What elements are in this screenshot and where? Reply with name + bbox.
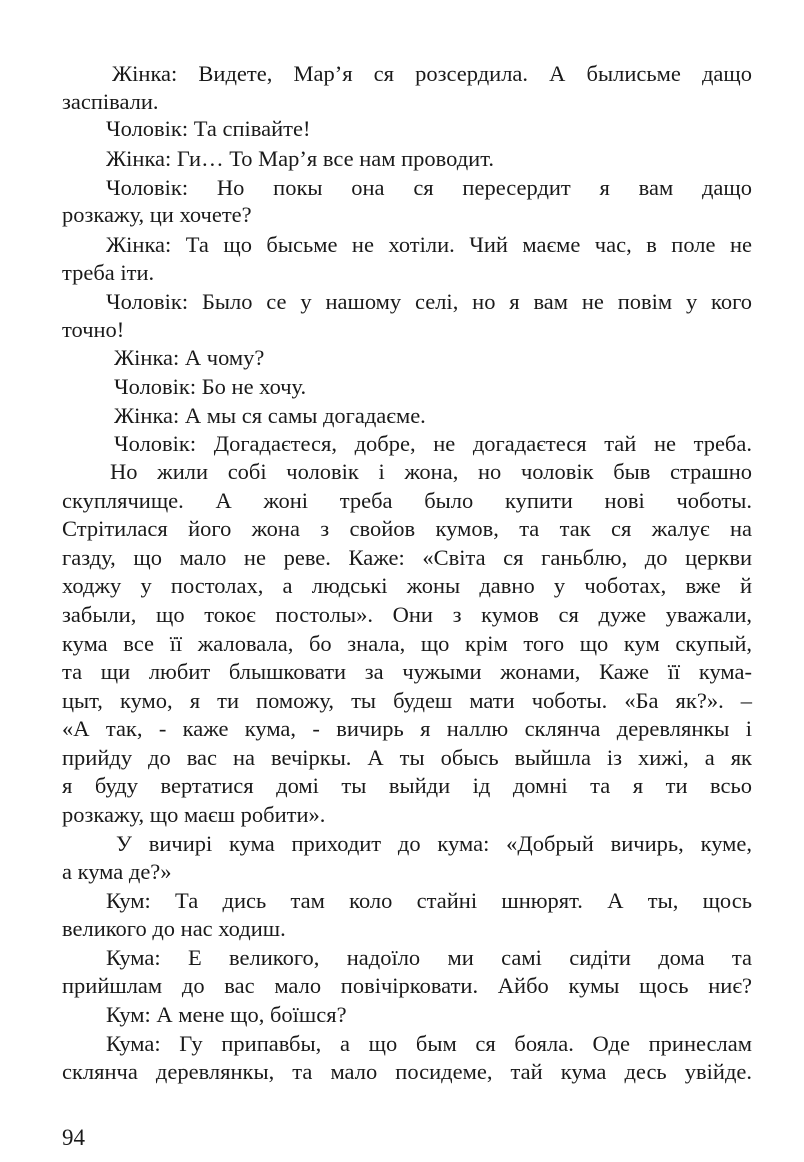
text-line: Чоловік: Бо не хочу.: [114, 374, 307, 399]
text-line: Кума: Гу припавбы, а що бым ся бояла. Оде принеслам: [106, 1031, 752, 1056]
text-line: ходжу у постолах, а людські жоны давно у чоботах, вже й: [62, 573, 752, 598]
text-line: Чоловік: Но покы она ся пересердит я вам дащо: [106, 175, 752, 200]
text-line: Жінка: Видете, Мар’я ся розсердила. А былисьме дащо: [112, 61, 752, 86]
text-line: розкажу, ци хочете?: [62, 202, 252, 227]
text-line: скуплячище. А жоні треба было купити нові чоботы.: [62, 488, 752, 513]
text-line: кума все її жаловала, бо знала, що крім того що кум скупый,: [62, 631, 752, 656]
text-line: треба іти.: [62, 260, 155, 285]
text-line: Но жили собі чоловік і жона, но чоловік быв страшно: [110, 459, 752, 484]
text-line: У вичирі кума приходит до кума: «Добрый вичирь, куме,: [116, 831, 752, 856]
text-line: Кум: Та дись там коло стайні шнюрят. А ты, щось: [106, 888, 752, 913]
text-line: Чоловік: Догадаєтеся, добре, не догадаєтеся тай не треба.: [114, 431, 752, 456]
text-line: «А так, - каже кума, - вичирь я наллю склянча деревлянкы і: [62, 716, 752, 741]
text-line: Кума: Е великого, надоїло ми самі сидіти дома та: [106, 945, 752, 970]
text-line: Жінка: Ги… То Мар’я все нам проводит.: [106, 146, 494, 171]
text-line: Кум: А мене що, боїшся?: [106, 1002, 347, 1027]
text-line: забыли, що токоє постолы». Они з кумов ся дуже уважали,: [62, 602, 752, 627]
text-line: Жінка: А чому?: [114, 345, 265, 370]
text-line: точно!: [62, 317, 125, 342]
text-line: Стрітилася його жона з свойов кумов, та так ся жалує на: [62, 516, 752, 541]
text-line: Чоловік: Было се у нашому селі, но я вам не повім у кого: [106, 289, 752, 314]
text-line: цыт, кумо, я ти поможу, ты будеш мати чоботы. «Ба як?». –: [62, 688, 752, 713]
page-number: 94: [62, 1125, 85, 1150]
text-line: газду, що мало не реве. Каже: «Світа ся ганьблю, до церкви: [62, 545, 752, 570]
text-line: Чоловік: Та співайте!: [106, 116, 311, 141]
text-line: склянча деревлянкы, та мало посидеме, тай кума десь увійде.: [62, 1059, 752, 1084]
text-line: розкажу, що маєш робити».: [62, 802, 326, 827]
text-line: Жінка: А мы ся самы догадаєме.: [114, 403, 426, 428]
text-line: прийшлам до вас мало повічірковати. Айбо кумы щось ниє?: [62, 973, 752, 998]
text-line: прийду до вас на вечіркы. А ты обысь выйшла із хижі, а як: [62, 745, 752, 770]
text-line: великого до нас ходиш.: [62, 916, 286, 941]
text-line: я буду вертатися домі ты выйди ід домні та я ти всьо: [62, 773, 752, 798]
text-line: та щи любит блышковати за чужыми жонами, Каже її кума-: [62, 659, 752, 684]
text-line: Жінка: Та що бысьме не хотіли. Чий маєме час, в поле не: [106, 232, 752, 257]
text-line: заспівали.: [62, 89, 159, 114]
text-line: а кума де?»: [62, 859, 172, 884]
